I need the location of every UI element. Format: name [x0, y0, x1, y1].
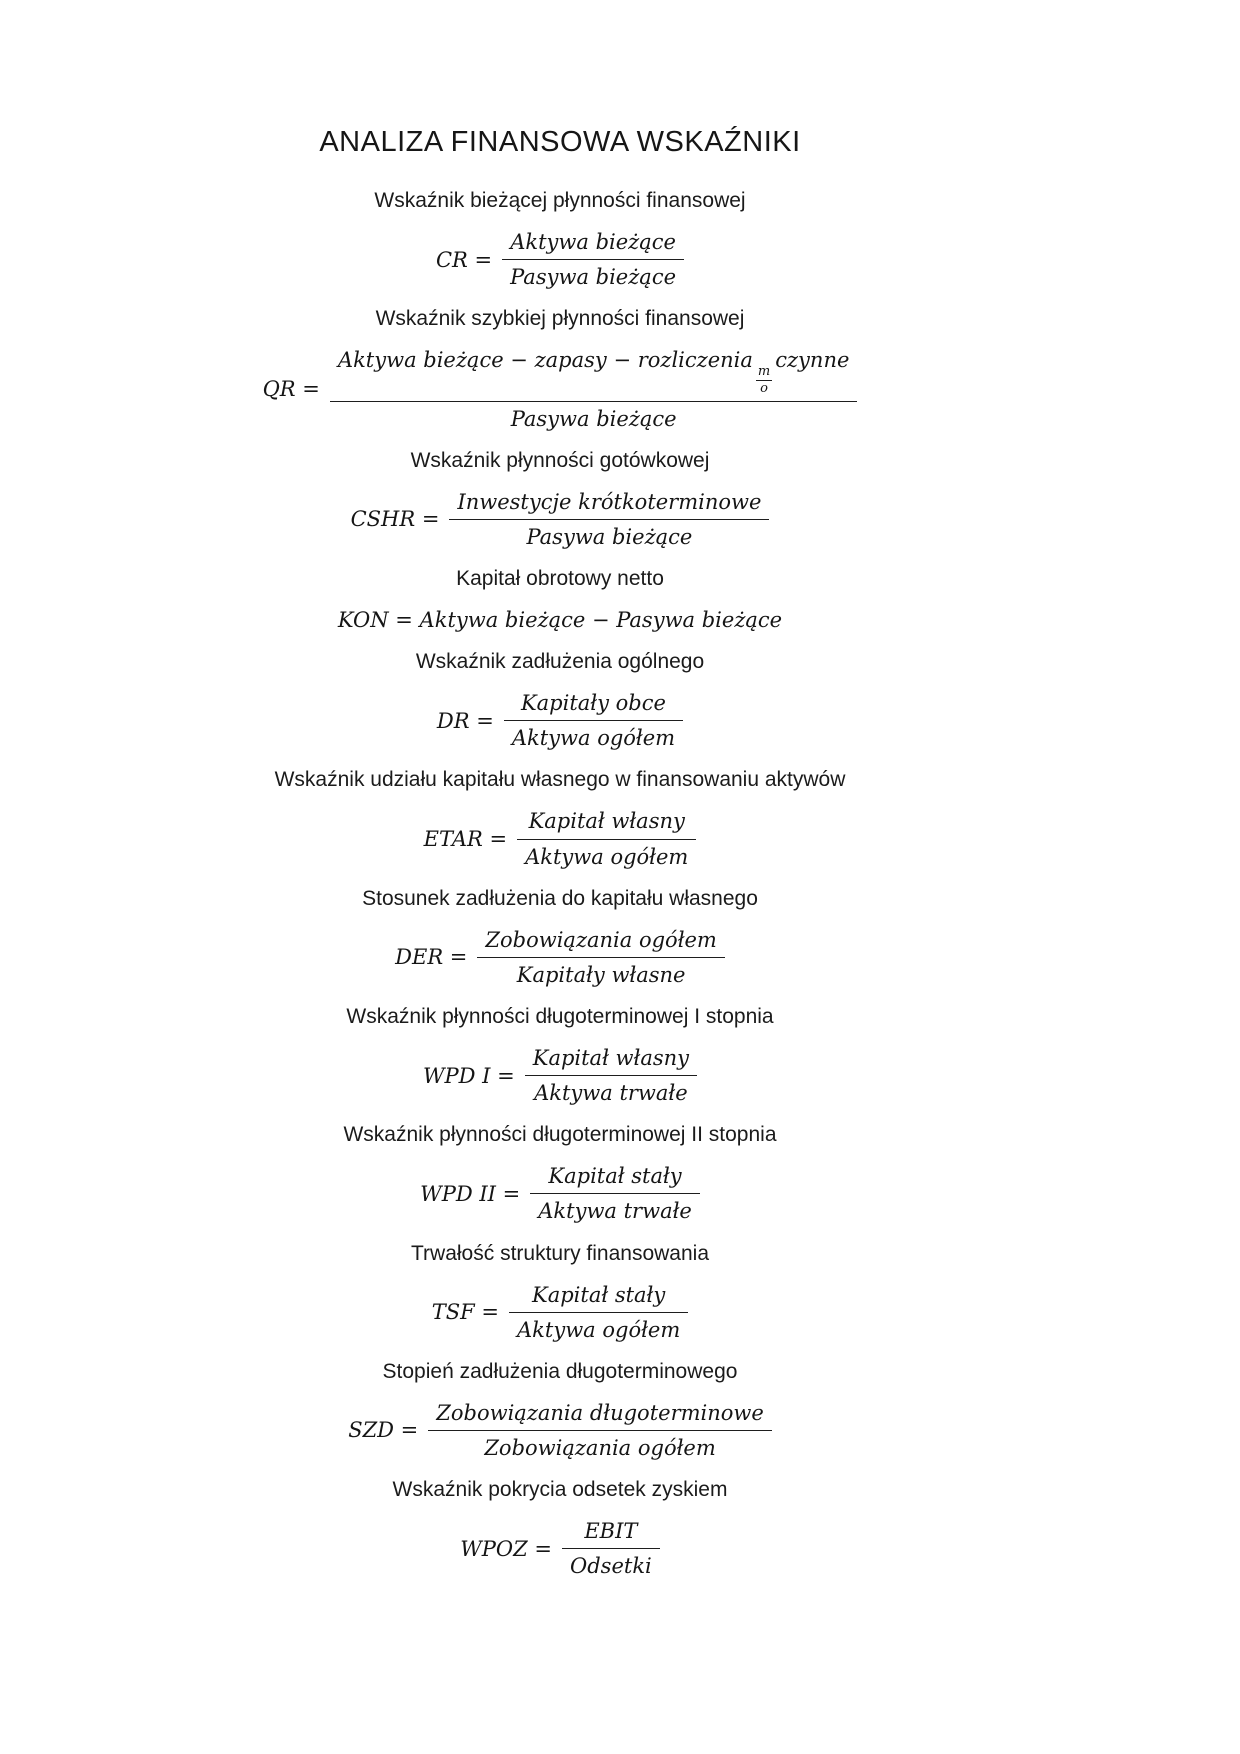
fraction [530, 1164, 700, 1223]
section-equity-to-assets [0, 768, 1120, 868]
inline-equation: KON = Aktywa bieżące − Pasywa bieżące [337, 607, 783, 632]
fraction [477, 928, 724, 987]
mini-fraction-bottom: o [760, 380, 768, 396]
fraction-numerator: Kapitał własny [525, 1046, 697, 1076]
numerator-text: czynne [775, 348, 850, 373]
formula-lhs: WPOZ = [460, 1536, 553, 1561]
fraction-numerator: Kapitały obce [504, 691, 683, 721]
section-debt-ratio [0, 650, 1120, 750]
formula-label: Wskaźnik udziału kapitału własnego w finansowaniu aktywów [274, 768, 846, 792]
fraction-numerator: Zobowiązania ogółem [477, 928, 724, 958]
fraction-denominator: Aktywa trwałe [534, 1081, 688, 1106]
formula-label: Wskaźnik płynności gotówkowej [410, 448, 710, 472]
fraction-numerator: EBIT [562, 1519, 660, 1549]
fraction [517, 809, 696, 868]
fraction-numerator: Inwestycje krótkoterminowe [449, 490, 769, 520]
section-financing-structure-stability [0, 1242, 1120, 1342]
fraction-numerator: Kapitał stały [509, 1283, 688, 1313]
formula-tsf [0, 1283, 1120, 1342]
section-cash-ratio [0, 449, 1120, 549]
formula-label: Stosunek zadłużenia do kapitału własnego [362, 886, 758, 910]
formula-qr [0, 348, 1120, 430]
mini-fraction-top: m [757, 364, 771, 380]
formula-szd [0, 1401, 1120, 1460]
fraction [509, 1283, 688, 1342]
formula-etar [0, 809, 1120, 868]
fraction-denominator: Aktywa ogółem [517, 1317, 681, 1342]
fraction [330, 348, 858, 430]
fraction-denominator: Odsetki [570, 1554, 652, 1579]
formula-label: Kapitał obrotowy netto [456, 566, 664, 590]
formula-label: Wskaźnik pokrycia odsetek zyskiem [392, 1478, 728, 1502]
formula-lhs: SZD = [348, 1418, 419, 1443]
formula-lhs: TSF = [431, 1300, 499, 1325]
section-interest-coverage [0, 1478, 1120, 1578]
fraction [428, 1401, 772, 1460]
section-long-term-liquidity-1 [0, 1005, 1120, 1105]
fraction [525, 1046, 697, 1105]
formula-label: Wskaźnik bieżącej płynności finansowej [374, 189, 746, 212]
formula-lhs: DER = [395, 945, 468, 970]
formula-label: Stopień zadłużenia długoterminowego [382, 1359, 738, 1383]
formula-wpoz [0, 1519, 1120, 1578]
fraction-denominator: Kapitały własne [516, 962, 686, 987]
fraction [502, 230, 684, 289]
fraction-denominator: Pasywa bieżące [526, 524, 693, 549]
formula-cshr [0, 490, 1120, 549]
fraction-denominator: Aktywa trwałe [538, 1199, 692, 1224]
formula-wpd1 [0, 1046, 1120, 1105]
formula-lhs: WPD I = [422, 1063, 515, 1088]
formula-lhs: CR = [435, 247, 493, 272]
formula-lhs: ETAR = [423, 826, 508, 851]
section-net-working-capital [0, 567, 1120, 632]
section-current-ratio [0, 189, 1120, 289]
fraction-numerator: Kapitał stały [530, 1164, 700, 1194]
fraction-numerator: Aktywa bieżące [502, 230, 684, 260]
fraction [504, 691, 683, 750]
formula-label: Wskaźnik szybkiej płynności finansowej [375, 307, 745, 331]
formula-lhs: CSHR = [350, 507, 440, 532]
fraction-denominator: Pasywa bieżące [510, 265, 677, 290]
fraction-denominator: Pasywa bieżące [510, 406, 677, 431]
formula-lhs: WPD II = [420, 1181, 521, 1206]
formula-label: Wskaźnik zadłużenia ogólnego [415, 650, 705, 674]
formula-label: Wskaźnik płynności długoterminowej I stopnia [346, 1004, 774, 1028]
section-long-term-liquidity-2 [0, 1123, 1120, 1223]
fraction-denominator: Aktywa ogółem [525, 844, 689, 869]
fraction-numerator: Zobowiązania długoterminowe [428, 1401, 772, 1431]
formula-lhs: DR = [436, 708, 494, 733]
fraction-denominator: Zobowiązania ogółem [484, 1435, 716, 1460]
page-title: ANALIZA FINANSOWA WSKAŹNIKI [319, 126, 801, 158]
fraction [449, 490, 769, 549]
fraction-numerator [330, 348, 858, 401]
formula-kon [0, 608, 1120, 632]
formula-cr [0, 230, 1120, 289]
fraction-numerator: Kapitał własny [517, 809, 696, 839]
fraction-denominator: Aktywa ogółem [511, 726, 676, 751]
mini-fraction [756, 365, 772, 395]
formula-label: Wskaźnik płynności długoterminowej II stopnia [343, 1123, 777, 1147]
formula-dr [0, 691, 1120, 750]
numerator-text: Aktywa bieżące − zapasy − rozliczenia [337, 348, 753, 373]
fraction [562, 1519, 660, 1578]
formula-label: Trwałość struktury finansowania [411, 1241, 709, 1265]
formula-lhs: QR = [262, 377, 320, 402]
section-quick-ratio [0, 307, 1120, 430]
formula-der [0, 928, 1120, 987]
formula-wpd2 [0, 1164, 1120, 1223]
section-debt-to-equity [0, 887, 1120, 987]
section-long-term-debt-degree [0, 1360, 1120, 1460]
